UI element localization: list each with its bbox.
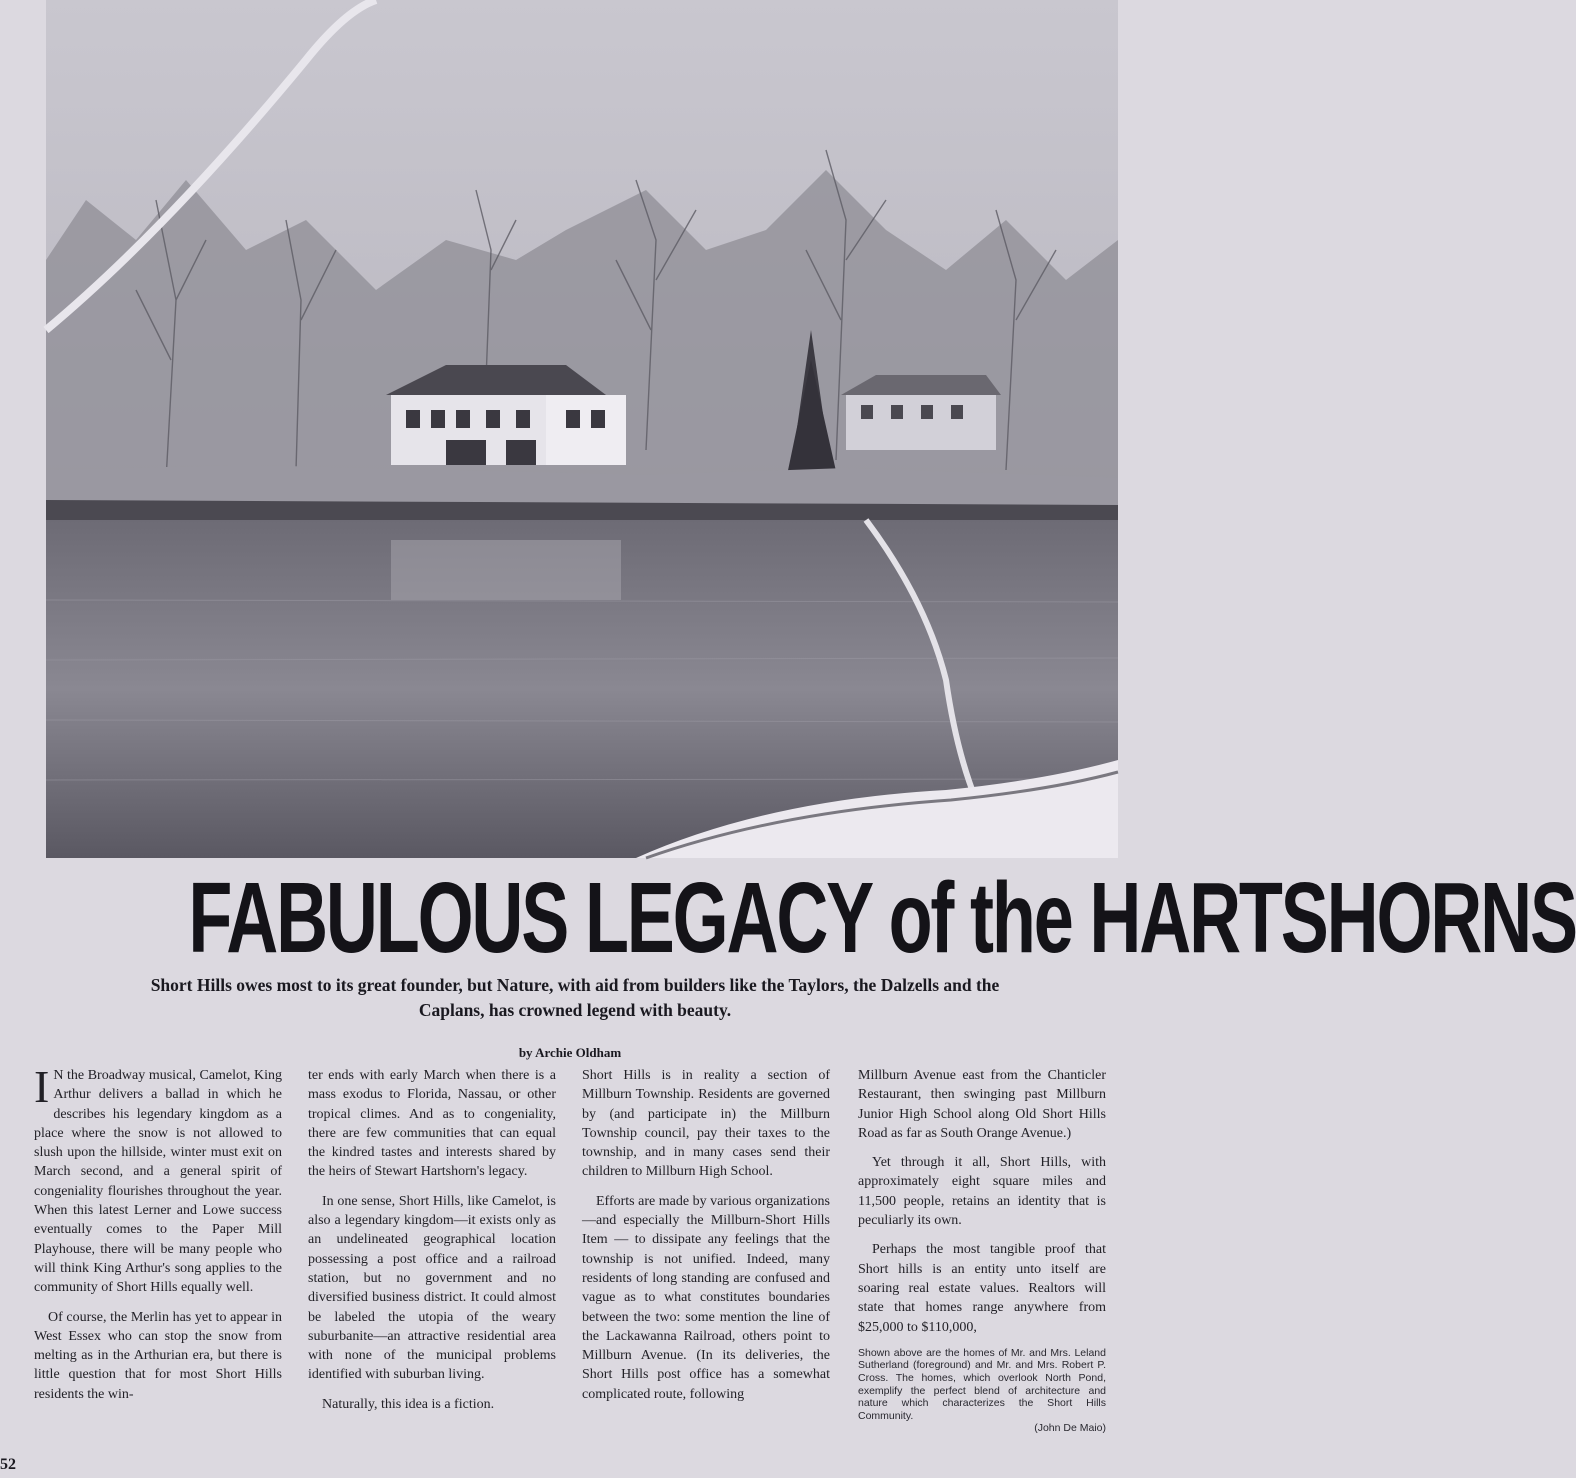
paragraph-text: N the Broadway musical, Camelot, King Arthur delivers a ballad in which he describes his legendary kingdom as a place where the snow is not allowed to slush upon the hillside, winter must exit on March second, and a general spirit of congeniality flourishes throughout the year. When this latest Lerner and Lowe success eventually comes to the Paper Mill Playhouse, there will be many people who will think King Arthur's song applies to the community of Short Hills equally well. <box>34 1068 282 1296</box>
page-number: 52 <box>0 1456 16 1473</box>
lake-photograph <box>46 0 1118 858</box>
paragraph: Millburn Avenue east from the Chanticler Restaurant, then swinging past Millburn Junior High School along Old Short Hills Road as far as South Orange Avenue.) <box>858 1068 1106 1141</box>
photo-credit: (John De Maio) <box>1034 1422 1106 1435</box>
paragraph: Of course, the Merlin has yet to appear in West Essex who can stop the snow from melting as in the Arthurian era, but there is little question that for most Short Hills residents the win- <box>34 1309 282 1402</box>
paragraph: Yet through it all, Short Hills, with approximately eight square miles and 11,500 people, retains an identity that is peculiarly its own. <box>858 1155 1106 1229</box>
north-pond-photo-illustration <box>46 0 1118 858</box>
caption-text: Shown above are the homes of Mr. and Mrs. Leland Sutherland (foreground) and Mr. and Mrs. Robert P. Cross. The homes, which overlook North Pond, exemplify the perfect blend of architecture and nature which characterizes the Short Hills Community. <box>858 1346 1106 1422</box>
house-background <box>841 375 1001 450</box>
paragraph: Efforts are made by various organizations—and especially the Millburn-Short Hills Item — to dissipate any feelings that the township is not unified. Indeed, many residents of long standing are confused and vague as to what constitutes boundaries between the two: some mention the line of the Lackawanna Railroad, others point to Millburn Avenue. (In its deliveries, the Short Hills post office has a somewhat complicated route, following <box>582 1193 830 1402</box>
paragraph: Perhaps the most tangible proof that Short hills is an entity unto itself are soaring real estate values. Realtors will state that homes range anywhere from $25,000 to $110,000, <box>858 1242 1106 1335</box>
paragraph: Short Hills is in reality a section of Millburn Township. Residents are governed by (and participate in) the Millburn Township council, pay their taxes to the township, and in many cases send their children to Millburn High School. <box>582 1068 830 1180</box>
column-4 <box>858 1066 1106 1435</box>
column-1 <box>34 1061 282 1414</box>
paragraph: Naturally, this idea is a fiction. <box>322 1396 495 1412</box>
paragraph: ter ends with early March when there is a mass exodus to Florida, Nassau, or other tropical climes. And as to congeniality, there are few communities that can equal the kindred tastes and interests shared by the heirs of Stewart Hartshorn's legacy. <box>308 1068 556 1180</box>
deck-subtitle: Short Hills owes most to its great founder, but Nature, with aid from builders like the Taylors, the Dalzells and the Caplans, has crowned legend with beauty. <box>150 975 1000 1020</box>
column-3 <box>582 1066 830 1414</box>
photo-caption <box>858 1347 1106 1435</box>
paragraph <box>34 1061 282 1298</box>
column-2 <box>308 1066 556 1424</box>
article-body <box>34 1061 1124 1466</box>
byline: by Archie Oldham <box>518 1045 622 1060</box>
paragraph: In one sense, Short Hills, like Camelot, is also a legendary kingdom—it exists only as an undelineated geographical location possessing a post office and a railroad station, but no government and no diversified business district. It could almost be labeled the utopia of the weary suburbanite—an attractive residential area with none of the municipal problems identified with suburban living. <box>308 1193 556 1383</box>
drop-cap: I <box>34 1061 50 1112</box>
headline: FABULOUS LEGACY of the HARTSHORNS <box>188 862 1576 974</box>
